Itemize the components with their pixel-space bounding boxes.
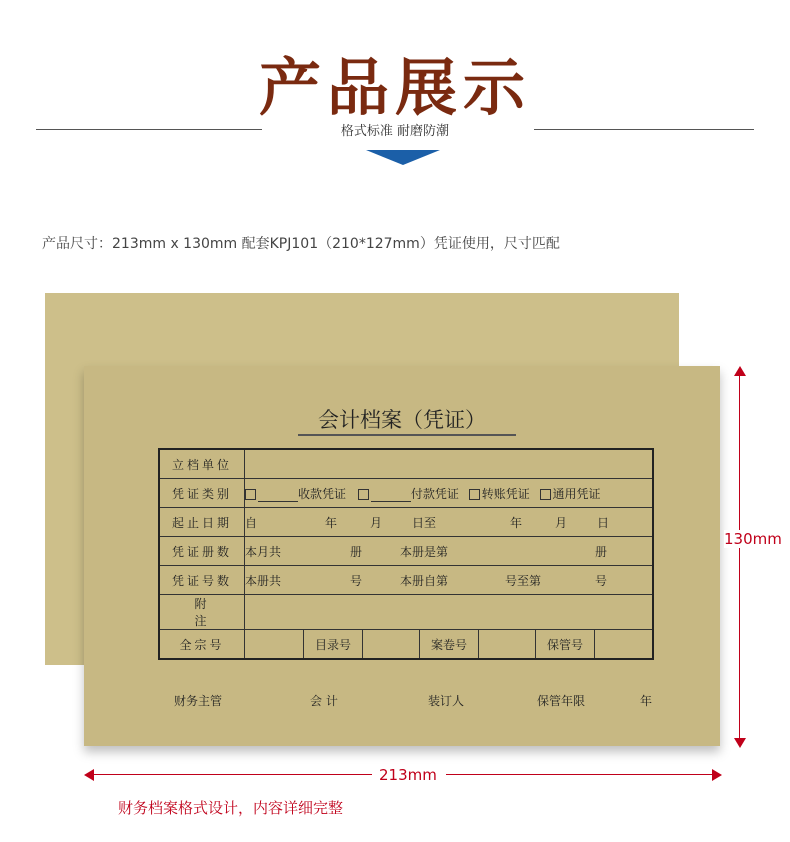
height-label: 130mm [724, 530, 782, 548]
unit-value [245, 449, 654, 479]
footer-item: 保管年限 [537, 694, 586, 708]
type-option: 转账凭证 [481, 486, 530, 501]
arrow-down-icon [734, 738, 746, 748]
arrow-right-icon [712, 769, 722, 781]
arrow-left-icon [84, 769, 94, 781]
note-label: 附 注 [159, 595, 245, 630]
archive-form [158, 448, 654, 660]
title-underline [298, 434, 516, 436]
footer-item: 财务主管 [174, 694, 223, 708]
volume-label: 凭证册数 [159, 537, 245, 566]
bottom-cell: 案卷号 [420, 630, 479, 660]
arrow-up-icon [734, 366, 746, 376]
arrow-down-icon [366, 150, 440, 165]
note-value [245, 595, 654, 630]
checkbox-icon [358, 489, 369, 500]
type-options [245, 479, 654, 508]
type-option: 收款凭证 [298, 486, 347, 501]
bottom-cell: 保管号 [536, 630, 595, 660]
bottom-cell: 全宗号 [159, 630, 245, 660]
table-row [159, 537, 653, 566]
width-label: 213mm [379, 766, 437, 784]
archive-cover [84, 366, 720, 746]
checkbox-icon [469, 489, 480, 500]
size-info: 产品尺寸：213mm x 130mm 配套KPJ101（210*127mm）凭证使用，尺寸匹配 [42, 236, 560, 252]
divider-right [534, 129, 754, 130]
table-row [159, 479, 653, 508]
checkbox-icon [245, 489, 256, 500]
footer-item: 年 [640, 694, 653, 708]
date-value: 自 年 月 日至 年 月 日 [245, 508, 654, 537]
number-value: 本册共 号 本册自第 号至第 号 [245, 566, 654, 595]
date-label: 起止日期 [159, 508, 245, 537]
type-label: 凭证类别 [159, 479, 245, 508]
width-dimension-line [446, 774, 714, 775]
volume-value: 本月共 册 本册是第 册 [245, 537, 654, 566]
unit-label: 立档单位 [159, 449, 245, 479]
page-subtitle: 格式标准 耐磨防潮 [340, 124, 450, 139]
type-option: 付款凭证 [410, 486, 459, 501]
number-label: 凭证号数 [159, 566, 245, 595]
bottom-cell: 目录号 [304, 630, 363, 660]
table-row [159, 630, 653, 660]
document-title: 会计档案（凭证） [318, 408, 486, 432]
caption: 财务档案格式设计，内容详细完整 [118, 799, 344, 817]
height-dimension-line [739, 372, 740, 742]
width-dimension-line [92, 774, 372, 775]
footer-item: 会 计 [310, 694, 338, 708]
page-title: 产品展示 [258, 51, 531, 124]
table-row [159, 508, 653, 537]
checkbox-icon [540, 489, 551, 500]
table-row [159, 595, 653, 630]
table-row [159, 566, 653, 595]
table-row [159, 449, 653, 479]
type-option: 通用凭证 [552, 486, 601, 501]
footer-item: 装订人 [428, 694, 465, 708]
